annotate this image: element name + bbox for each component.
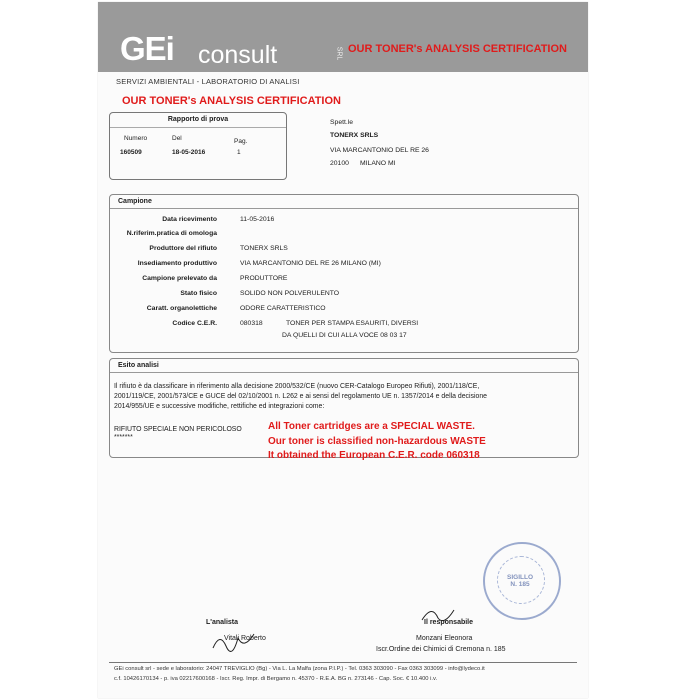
responsible-signature (418, 602, 458, 626)
red-annotation (268, 420, 486, 464)
responsible-label: Il responsabile (424, 619, 474, 626)
analyst-signature (210, 628, 260, 656)
row-label-organolettiche: Caratt. organolettiche (146, 305, 217, 312)
footer-divider (109, 662, 577, 663)
divider (110, 372, 578, 373)
footer-registration: c.f. 10426170134 - p. iva 02217600168 - Iscr. Reg. Impr. di Bergamo n. 45370 - R.E.A. BG n. 273146 - Cap. Soc. € 10.400 i.v. (114, 676, 438, 682)
test-report-box (109, 112, 287, 180)
report-page (98, 2, 588, 698)
row-label-riferim-pratica: N.riferim.pratica di omologa (126, 230, 217, 237)
esito-line: Il rifiuto è da classificare in riferimento alla decisione 2000/532/CE (nuovo CER-Catalogo Europeo Rifiuti), 2001/118/CE, (114, 383, 480, 390)
row-label-data-ricevimento: Data ricevimento (162, 216, 217, 223)
company-logo-word: consult (198, 41, 278, 69)
classification (114, 426, 242, 442)
row-label-insediamento: Insediamento produttivo (137, 260, 217, 267)
classification-stars: ******* (114, 434, 133, 441)
official-seal-stamp (483, 542, 561, 620)
row-label-stato-fisico: Stato fisico (180, 290, 217, 297)
esito-title: Esito analisi (118, 362, 159, 369)
recipient-city: MILANO MI (360, 160, 396, 167)
analyst-name: Vitali Roberto (224, 635, 266, 642)
cert-title: OUR TONER's ANALYSIS CERTIFICATION (122, 95, 341, 107)
header-cert-title: OUR TONER's ANALYSIS CERTIFICATION (348, 43, 567, 55)
red-annotation-line1: All Toner cartridges are a SPECIAL WASTE. (268, 421, 475, 432)
letterhead-banner (98, 2, 588, 72)
red-annotation-line3: It obtained the European C.E.R. code 060318 (268, 450, 480, 461)
numero-label: Numero (124, 135, 148, 142)
row-label-codice-cer: Codice C.E.R. (172, 320, 217, 327)
campione-title: Campione (118, 198, 152, 205)
row-value-data-ricevimento: 11-05-2016 (240, 216, 275, 223)
services-subtitle: SERVIZI AMBIENTALI - LABORATORIO DI ANALISI (116, 77, 300, 86)
seal-text-line1: SIGILLO (507, 574, 533, 581)
cer-description-line1: TONER PER STAMPA ESAURITI, DIVERSI (286, 320, 419, 327)
seal-text-line2: N. 185 (510, 581, 530, 588)
footer-address: GEi consult srl - sede e laboratorio: 24047 TREVIGLIO (Bg) - Via L. La Malfa (zona P.I.P.) - Tel. 0363 303090 - Fax 0363 303099 - info@lydeco.it (114, 666, 485, 672)
esito-line: 2014/955/UE e successive modifiche, rettifiche ed integrazioni come: (114, 403, 325, 410)
row-value-produttore: TONERX SRLS (240, 245, 288, 252)
divider (110, 127, 286, 128)
esito-line: 2001/119/CE, 2001/573/CE e GUCE del 02/10/2001 n. L262 e ai sensi del regolamento UE n. 1357/2014 e della decisione (114, 393, 487, 400)
pag-label: Pag. (234, 138, 248, 145)
row-label-produttore: Produttore del rifiuto (149, 245, 217, 252)
company-logo-srl: SRL (335, 46, 343, 61)
row-value-organolettiche: ODORE CARATTERISTICO (240, 305, 326, 312)
recipient-cap: 20100 (330, 160, 349, 167)
numero-value: 160509 (120, 149, 142, 156)
analyst-label: L'analista (206, 619, 239, 626)
responsible-name: Monzani Eleonora (416, 635, 473, 642)
company-logo-mark: GEi (120, 30, 174, 67)
cer-description-line2: DA QUELLI DI CUI ALLA VOCE 08 03 17 (282, 332, 407, 339)
del-value: 18-05-2016 (172, 149, 206, 156)
recipient-street: VIA MARCANTONIO DEL RE 26 (330, 147, 429, 154)
del-label: Del (172, 135, 182, 142)
divider (110, 208, 578, 209)
classification-label: RIFIUTO SPECIALE NON PERICOLOSO (114, 426, 242, 433)
esito-paragraph (114, 382, 554, 412)
recipient-name: TONERX SRLS (330, 132, 379, 139)
row-label-prelevato-da: Campione prelevato da (142, 275, 217, 282)
red-annotation-line2: Our toner is classified non-hazardous WASTE (268, 435, 486, 447)
seal-text (507, 574, 533, 588)
campione-section (109, 194, 579, 353)
recipient-spett: Spett.le (330, 119, 354, 126)
row-value-stato-fisico: SOLIDO NON POLVERULENTO (240, 290, 340, 297)
test-report-title: Rapporto di prova (167, 116, 229, 123)
row-value-prelevato-da: PRODUTTORE (240, 275, 288, 282)
pag-value: 1 (237, 149, 241, 156)
row-value-codice-cer: 080318 (240, 320, 263, 327)
row-value-insediamento: VIA MARCANTONIO DEL RE 26 MILANO (MI) (240, 260, 381, 267)
responsible-registration: Iscr.Ordine dei Chimici di Cremona n. 185 (376, 646, 506, 653)
